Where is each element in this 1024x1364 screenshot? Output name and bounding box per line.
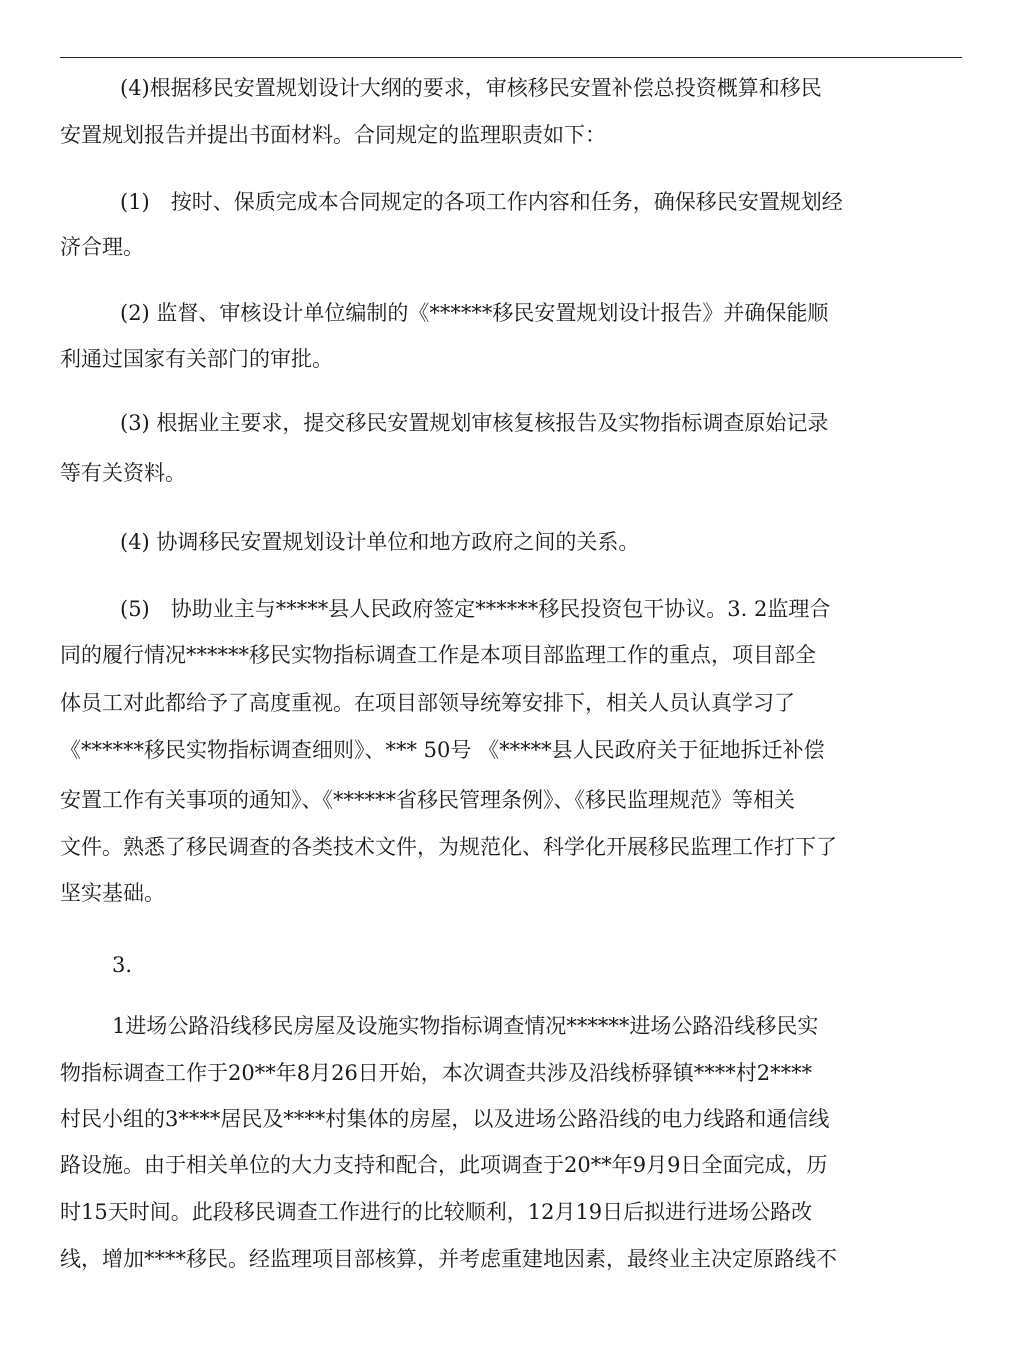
list-item-line: (3) 根据业主要求，提交移民安置规划审核复核报告及实物指标调查原始记录 bbox=[120, 411, 829, 435]
list-item-line: 济合理。 bbox=[60, 235, 144, 259]
list-item-line: (1) 按时、保质完成本合同规定的各项工作内容和任务，确保移民安置规划经 bbox=[120, 190, 843, 214]
section-number: 3. bbox=[112, 953, 133, 977]
paragraph-line: 时15天时间。此段移民调查工作进行的比较顺利，12月19日后拟进行进场公路改 bbox=[60, 1200, 813, 1224]
paragraph-line: 同的履行情况******移民实物指标调查工作是本项目部监理工作的重点，项目部全 bbox=[60, 643, 816, 667]
paragraph-line: 安置工作有关事项的通知》、《******省移民管理条例》、《移民监理规范》等相关 bbox=[60, 788, 795, 812]
list-item-line: (5) 协助业主与*****县人民政府签定******移民投资包干协议。3. 2监理合 bbox=[120, 597, 831, 621]
paragraph-line: 坚实基础。 bbox=[60, 881, 165, 905]
list-item-line: (4) 协调移民安置规划设计单位和地方政府之间的关系。 bbox=[120, 530, 640, 554]
paragraph-line: 线，增加****移民。经监理项目部核算，并考虑重建地因素，最终业主决定原路线不 bbox=[60, 1247, 837, 1271]
paragraph-line: (4)根据移民安置规划设计大纲的要求，审核移民安置补偿总投资概算和移民 bbox=[120, 76, 822, 100]
paragraph-line: 《******移民实物指标调查细则》、*** 50号 《*****县人民政府关于征地拆迁补偿 bbox=[60, 738, 825, 762]
paragraph-line: 物指标调查工作于20**年8月26日开始，本次调查共涉及沿线桥驿镇****村2**** bbox=[60, 1061, 813, 1085]
list-item-line: 利通过国家有关部门的审批。 bbox=[60, 347, 333, 371]
paragraph-line: 文件。熟悉了移民调查的各类技术文件，为规范化、科学化开展移民监理工作打下了 bbox=[60, 835, 837, 859]
list-item-line: 等有关资料。 bbox=[60, 461, 186, 485]
paragraph-line: 路设施。由于相关单位的大力支持和配合，此项调查于20**年9月9日全面完成，历 bbox=[60, 1153, 828, 1177]
paragraph-line: 安置规划报告并提出书面材料。合同规定的监理职责如下： bbox=[60, 123, 606, 147]
paragraph-line: 村民小组的3****居民及****村集体的房屋，以及进场公路沿线的电力线路和通信线 bbox=[60, 1107, 830, 1131]
paragraph-line: 体员工对此都给予了高度重视。在项目部领导统筹安排下，相关人员认真学习了 bbox=[60, 691, 795, 715]
paragraph-line: 1进场公路沿线移民房屋及设施实物指标调查情况******进场公路沿线移民实 bbox=[112, 1014, 819, 1038]
header-rule bbox=[60, 57, 962, 58]
list-item-line: (2) 监督、审核设计单位编制的《******移民安置规划设计报告》并确保能顺 bbox=[120, 301, 829, 325]
